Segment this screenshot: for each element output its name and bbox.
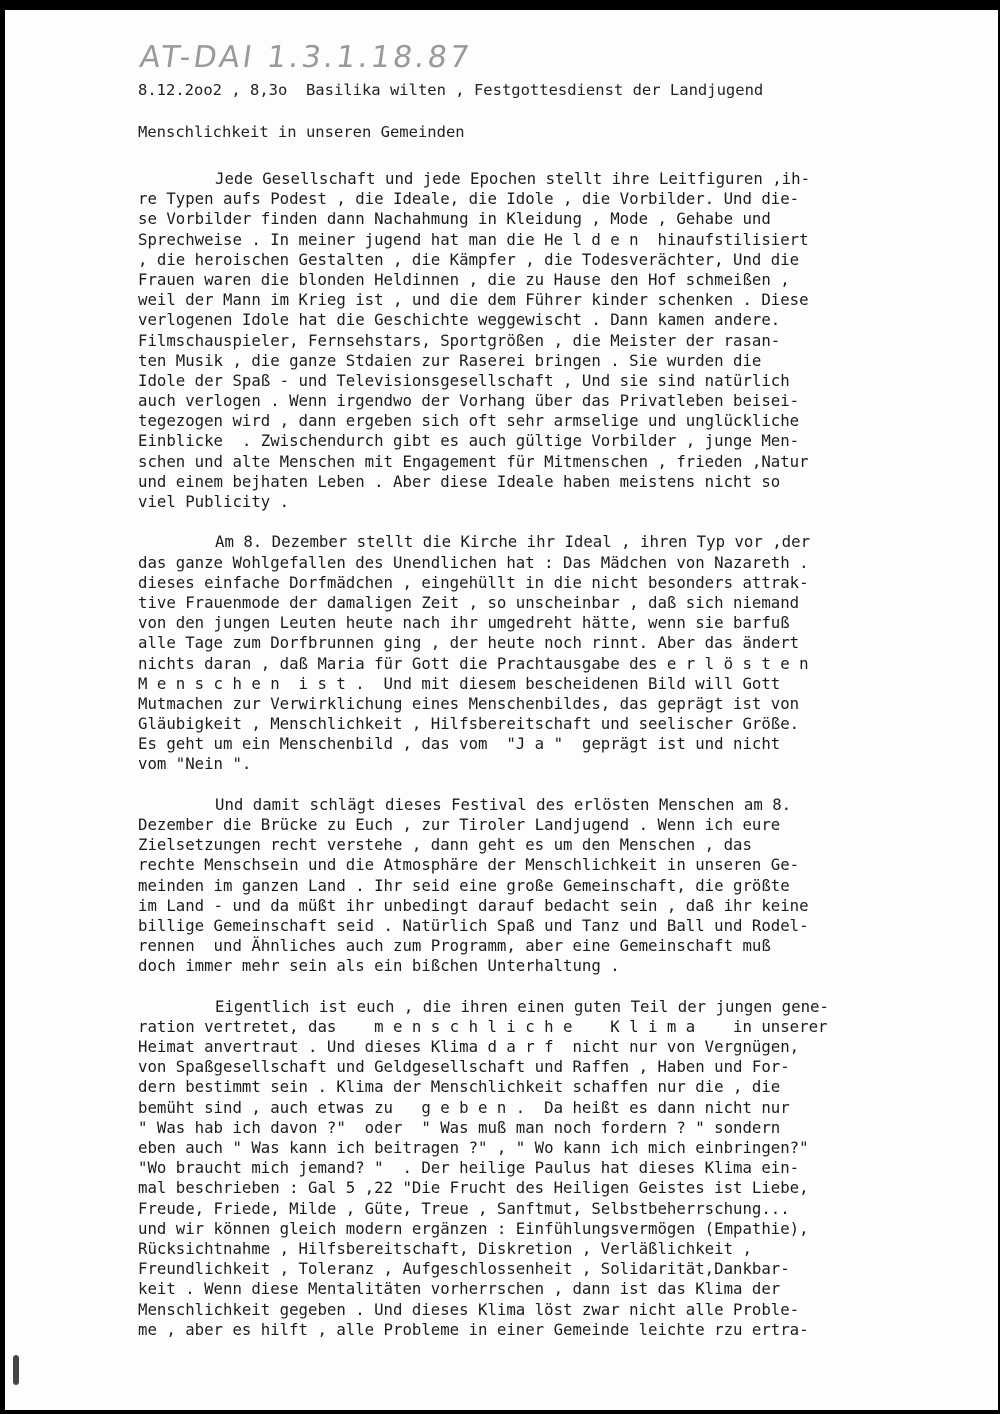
text-line: Frauen waren die blonden Heldinnen , die zu Hause den Hof schmeißen , [138,269,790,289]
text-line: ten Musik , die ganze Stdaien zur Raserei bringen . Sie wurden die [138,350,762,370]
text-line: ration vertretet, das m e n s c h l i c h e K l i m a in unserer [138,1016,828,1036]
text-line: Freundlichkeit , Toleranz , Aufgeschlossenheit , Solidarität,Dankbar- [138,1259,790,1279]
text-line: billige Gemeinschaft seid . Natürlich Spaß und Tanz und Ball und Rodel- [138,915,809,935]
text-line: eben auch " Was kann ich beitragen ?" , " Wo kann ich mich einbringen?" [138,1138,809,1157]
text-line: Am 8. Dezember stellt die Kirche ihr Ideal , ihren Typ vor ,der [215,532,811,552]
text-line: von Spaßgesellschaft und Geldgesellschaft und Raffen , Haben und For- [138,1057,790,1077]
text-line: viel Publicity . [138,492,290,511]
text-line: me , aber es hilft , alle Probleme in einer Gemeinde leichte rzu ertra- [138,1319,809,1339]
text-line: Dezember die Brücke zu Euch , zur Tiroler Landjugend . Wenn ich eure [138,815,781,834]
text-line: vom "Nein ". [138,754,252,774]
sermon-title: Menschlichkeit in unseren Gemeinden [138,123,465,141]
text-line: bemüht sind , auch etwas zu g e b e n . Da heißt es dann nicht nur [138,1097,790,1117]
text-line: rennen und Ähnliches auch zum Programm, aber eine Gemeinschaft muß [138,936,771,956]
text-line: Mutmachen zur Verwirklichung eines Menschenbildes, das geprägt ist von [138,693,800,713]
text-line: Eigentlich ist euch , die ihren einen guten Teil der jungen gene- [215,996,829,1016]
text-line: dieses einfache Dorfmädchen , eingehüllt in die nicht besonders attrak- [138,572,809,592]
paragraph [138,795,988,977]
text-line: Rücksichtnahme , Hilfsbereitschaft, Diskretion , Verläßlichkeit , [138,1238,752,1258]
text-line: auch verlogen . Wenn irgendwo der Vorhang über das Privatleben beisei- [138,391,800,411]
text-line: Heimat anvertraut . Und dieses Klima d a r f nicht nur von Vergnügen, [138,1037,800,1057]
text-line: weil der Mann im Krieg ist , und die dem Führer kinder schenken . Diese [138,290,809,310]
sermon-body [138,169,988,1360]
text-line: Freude, Friede, Milde , Güte, Treue , Sanftmut, Selbstbeherrschung... [138,1198,790,1218]
text-line: meinden im ganzen Land . Ihr seid eine große Gemeinschaft, die größte [138,875,790,895]
text-line: " Was hab ich davon ?" oder " Was muß man noch fordern ? " sondern [138,1117,781,1137]
text-line: tegezogen wird , dann ergeben sich oft sehr armselige und unglückliche [138,411,800,431]
text-line: tive Frauenmode der damaligen Zeit , so unscheinbar , daß sich niemand [138,592,800,612]
text-line: se Vorbilder finden dann Nachahmung in Kleidung , Mode , Gehabe und [138,209,771,229]
text-line: und einem bejhaten Leben . Aber diese Ideale haben meistens nicht so [138,471,781,491]
text-line: mal beschrieben : Gal 5 ,22 "Die Frucht des Heiligen Geistes ist Liebe, [138,1178,809,1198]
text-line: Es geht um ein Menschenbild , das vom "J a " geprägt ist und nicht [138,734,781,754]
paragraph [138,532,988,774]
text-line: im Land - und da müßt ihr unbedingt darauf bedacht sein , daß ihr keine [138,895,809,915]
text-line: schen und alte Menschen mit Engagement für Mitmenschen , frieden ,Natur [138,451,809,471]
text-line: alle Tage zum Dorfbrunnen ging , der heute noch rinnt. Aber das ändert [138,633,800,653]
text-line: doch immer mehr sein als ein bißchen Unterhaltung . [138,956,620,976]
text-line: Jede Gesellschaft und jede Epochen stellt ihre Leitfiguren ,ih- [215,169,811,188]
text-line: Einblicke . Zwischendurch gibt es auch gültige Vorbilder , junge Men- [138,431,800,451]
scan-edge-mark [13,1355,19,1385]
text-line: das ganze Wohlgefallen des Unendlichen hat : Das Mädchen von Nazareth . [138,552,809,572]
text-line: Gläubigkeit , Menschlichkeit , Hilfsbereitschaft und seelischer Größe. [138,714,800,734]
text-line: nichts daran , daß Maria für Gott die Prachtausgabe des e r l ö s t e n [138,653,809,673]
text-line: , die heroischen Gestalten , die Kämpfer , die Todesverächter, Und die [138,249,800,269]
text-line: und wir können gleich modern ergänzen : Einfühlungsvermögen (Empathie), [138,1218,809,1238]
text-line: Sprechweise . In meiner jugend hat man die He l d e n hinaufstilisiert [138,229,809,249]
paragraph [138,997,988,1340]
archive-reference-mark: AT-DAI 1.3.1.18.87 [137,40,475,75]
text-line: re Typen aufs Podest , die Ideale, die Idole , die Vorbilder. Und die- [138,189,800,209]
text-line: verlogenen Idole hat die Geschichte weggewischt . Dann kamen andere. [138,310,781,330]
text-line: von den jungen Leuten heute nach ihr umgedreht hätte, wenn sie barfuß [138,613,790,633]
text-line: "Wo braucht mich jemand? " . Der heilige Paulus hat dieses Klima ein- [138,1158,800,1178]
text-line: Menschlichkeit gegeben . Und dieses Klima löst zwar nicht alle Proble- [138,1299,800,1319]
text-line: dern bestimmt sein . Klima der Menschlichkeit schaffen nur die , die [138,1077,781,1097]
text-line: keit . Wenn diese Mentalitäten vorherrschen , dann ist das Klima der [138,1279,781,1299]
paragraph [138,169,988,512]
text-line: rechte Menschsein und die Atmosphäre der Menschlichkeit in unseren Ge- [138,855,800,875]
document-page [5,10,998,1410]
text-line: Idole der Spaß - und Televisionsgesellschaft , Und sie sind natürlich [138,370,790,390]
text-line: M e n s c h e n i s t . Und mit diesem bescheidenen Bild will Gott [138,673,781,693]
dateline: 8.12.2oo2 , 8,3o Basilika wilten , Festgottesdienst der Landjugend [138,81,764,99]
text-line: Filmschauspieler, Fernsehstars, Sportgrößen , die Meister der rasan- [138,330,781,350]
text-line: Und damit schlägt dieses Festival des erlösten Menschen am 8. [215,794,792,814]
text-line: Zielsetzungen recht verstehe , dann geht es um den Menschen , das [138,835,752,855]
